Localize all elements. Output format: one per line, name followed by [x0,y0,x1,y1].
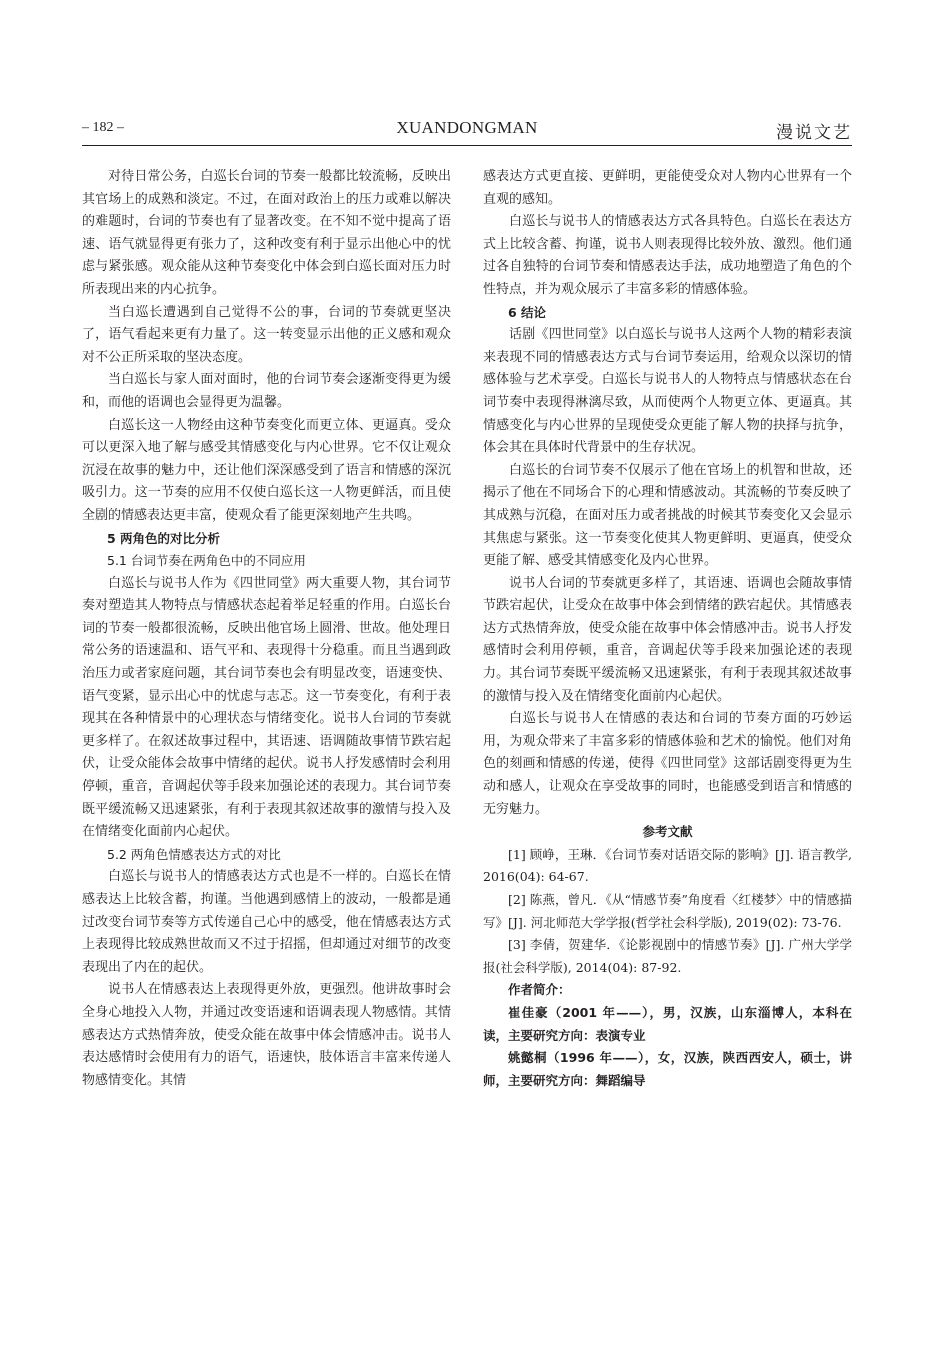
body-paragraph: 说书人在情感表达上表现得更外放，更强烈。他讲故事时会全身心地投入人物，并通过改变语速和语调表现人物感情。其情感表达方式热情奔放，使受众能在故事中体会情感冲击。说书人表达感情时会使用有力的语气，语速快，肢体语言丰富来传递人物感情变化。其情 [82,982,451,1088]
body-paragraph-continued: 感表达方式更直接、更鲜明，更能使受众对人物内心世界有一个直观的感知。 [483,169,852,207]
body-paragraph: 白巡长与说书人的情感表达方式也是不一样的。白巡长在情感表达上比较含蓄，拘谨。当他遇到感情上的波动，一般都是通过改变台词节奏等方式传递自己心中的感受，他在情感表达方式上表现得比较成熟世故而又不过于招摇，但却通过对细节的改变表现出了内在的起伏。 [82,869,451,975]
subsection-heading: 5.1 台词节奏在两角色中的不同应用 [107,553,306,569]
right-column [483,166,852,1092]
reference-item: [3] 李倩，贺建华．《论影视剧中的情感节奏》[J]. 广州大学学报(社会科学版), 2014(04): 87-92. [483,937,852,975]
reference-item: [1] 顾峥，王琳．《台词节奏对话语交际的影响》[J]. 语言教学, 2016(04): 64-67. [483,846,852,885]
body-paragraph: 当白巡长遭遇到自己觉得不公的事，台词的节奏就更坚决了，语气看起来更有力量了。这一转变显示出他的正义感和观众对不公正所采取的坚决态度。 [82,304,451,365]
subsection-heading: 5.2 两角色情感表达方式的对比 [107,846,281,862]
header-rule [82,145,852,146]
left-column [82,166,451,1092]
body-paragraph: 白巡长这一人物经由这种节奏变化而更立体、更逼真。受众可以更深入地了解与感受其情感变化与内心世界。它不仅让观众沉浸在故事的魅力中，还让他们深深感受到了语言和情感的深沉吸引力。这一节奏的应用不仅使白巡长这一人物更鲜活，而且使全剧的情感表达更丰富，使观众看了能更深刻地产生共鸣。 [82,417,451,523]
body-paragraph: 白巡长与说书人作为《四世同堂》两大重要人物，其台词节奏对塑造其人物特点与情感状态起着举足轻重的作用。白巡长台词的节奏一般都很流畅，反映出他官场上圆滑、世故。他处理日常公务的语速温和、语气平和、表现得十分稳重。而且当遇到政治压力或者家庭问题，其台词节奏也会有明显改变，语速变快、语气变紧，显示出心中的忧虑与志忑。这一节奏变化，有利于表现其在各种情景中的心理状态与情绪变化。说书人台词的节奏就更多样了。在叙述故事过程中，其语速、语调随故事情节跌宕起伏，让受众能体会故事中情绪的起伏。说书人抒发感情时会利用停顿，重音，音调起伏等手段来加强论述的表现力。其台词节奏既平缓流畅又迅速紧张，有利于表现其叙述故事的激情与投入及在情绪变化面前内心起伏。 [82,575,451,840]
section-heading: 6 结论 [508,304,547,320]
body-paragraph: 话剧《四世同堂》以白巡长与说书人这两个人物的精彩表演来表现不同的情感表达方式与台词节奏运用，给观众以深切的情感体验与艺术享受。白巡长与说书人的人物特点与情感状态在台词节奏中表现得淋漓尽致，从而使两个人物更立体、更逼真。其情感变化与内心世界的呈现使受众更能了解人物的抉择与抗争，体会其在具体时代背景中的生存状况。 [483,327,852,456]
body-paragraph: 对待日常公务，白巡长台词的节奏一般都比较流畅，反映出其官场上的成熟和淡定。不过，在面对政治上的压力或难以解决的难题时，台词的节奏也有了显著改变。在不知不觉中提高了语速、语气就显得更有张力了，这种改变有利于显示出他心中的忧虑与紧张感。观众能从这种节奏变化中体会到白巡长面对压力时所表现出来的内心抗争。 [82,169,451,297]
reference-item: [2] 陈燕，曾凡．《从“情感节奏”角度看〈红楼梦〉中的情感描写》[J]. 河北师范大学学报(哲学社会科学版), 2019(02): 73-76. [483,892,852,930]
body-paragraph: 白巡长的台词节奏不仅展示了他在官场上的机智和世故，还揭示了他在不同场合下的心理和情感波动。其流畅的节奏反映了其成熟与沉稳，在面对压力或者挑战的时候其节奏变化又会显示其焦虑与紧张。这一节奏变化使其人物更鲜明、更逼真，使受众更能了解、感受其情感变化及内心世界。 [483,462,852,569]
author-bio: 崔佳豪（2001 年——），男，汉族，山东淄博人，本科在读，主要研究方向：表演专业 [483,1004,852,1043]
section-heading: 5 两角色的对比分析 [107,530,221,546]
author-bio: 姚懿桐（1996 年——），女，汉族，陕西西安人，硕士，讲师，主要研究方向：舞蹈编导 [483,1050,852,1088]
journal-chinese-title: 漫说文艺 [776,123,852,143]
journal-name: XUANDONGMAN [396,118,538,137]
body-paragraph: 当白巡长与家人面对面时，他的台词节奏会逐渐变得更为缓和，而他的语调也会显得更为温馨。 [82,372,451,410]
page-header [82,118,852,144]
references-heading: 参考文献 [642,824,693,840]
author-info-heading: 作者简介： [508,982,571,998]
body-paragraph: 白巡长与说书人在情感的表达和台词的节奏方面的巧妙运用，为观众带来了丰富多彩的情感体验和艺术的愉悦。他们对角色的刻画和情感的传递，使得《四世同堂》这部话剧变得更为生动和感人，让观众在享受故事的同时，也能感受到语言和情感的无穷魅力。 [483,711,852,817]
body-paragraph: 白巡长与说书人的情感表达方式各具特色。白巡长在表达方式上比较含蓄、拘谨，说书人则表现得比较外放、激烈。他们通过各自独特的台词节奏和情感表达手法，成功地塑造了角色的个性特点，并为观众展示了丰富多彩的情感体验。 [483,214,852,297]
page-number: – 182 – [82,120,124,135]
body-paragraph: 说书人台词的节奏就更多样了，其语速、语调也会随故事情节跌宕起伏，让受众在故事中体会到情绪的跌宕起伏。其情感表达方式热情奔放，使受众能在故事中体会情感冲击。说书人抒发感情时会利用停顿，重音，音调起伏等手段来加强论述的表现力。其台词节奏既平缓流畅又迅速紧张，有利于表现其叙述故事的激情与投入及在情绪变化面前内心起伏。 [483,575,852,704]
